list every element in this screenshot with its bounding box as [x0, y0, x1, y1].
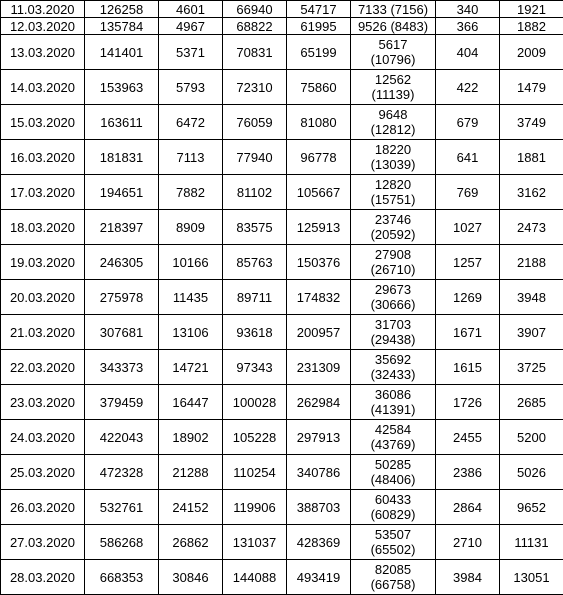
table-row: [1, 175, 563, 210]
value-cell: 404: [436, 35, 500, 70]
value-cell: 75860: [287, 70, 351, 105]
daily-change-value: 7133 (7156): [357, 1, 429, 17]
value-cell: 76059: [223, 105, 287, 140]
value-cell: 6472: [159, 105, 223, 140]
date-cell: 28.03.2020: [1, 560, 85, 595]
table-row: [1, 385, 563, 420]
value-cell: 340786: [287, 455, 351, 490]
value-cell: 2188: [500, 245, 563, 280]
daily-change-reference: (60829): [370, 507, 416, 522]
daily-change-reference: (26710): [370, 262, 416, 277]
date-cell: 23.03.2020: [1, 385, 85, 420]
daily-change-reference: (29438): [370, 332, 416, 347]
value-cell: 141401: [85, 35, 159, 70]
table-row: [1, 560, 563, 595]
value-cell: 26862: [159, 525, 223, 560]
value-cell: 135784: [85, 18, 159, 35]
daily-change-reference: (11139): [371, 87, 415, 102]
daily-change-value: 18220: [374, 142, 412, 157]
value-cell: 105667: [287, 175, 351, 210]
value-cell: 5793: [159, 70, 223, 105]
daily-change-reference: (48406): [370, 472, 416, 487]
value-cell: 13051: [500, 560, 563, 595]
value-cell: 5200: [500, 420, 563, 455]
table-row: [1, 18, 563, 35]
date-cell: 12.03.2020: [1, 18, 85, 35]
daily-change-cell: [351, 385, 436, 420]
value-cell: 83575: [223, 210, 287, 245]
value-cell: 174832: [287, 280, 351, 315]
date-cell: 14.03.2020: [1, 70, 85, 105]
value-cell: 2864: [436, 490, 500, 525]
table-row: [1, 70, 563, 105]
daily-change-value: 9526 (8483): [357, 18, 429, 34]
value-cell: 1269: [436, 280, 500, 315]
value-cell: 5026: [500, 455, 563, 490]
value-cell: 54717: [287, 1, 351, 18]
value-cell: 11131: [500, 525, 563, 560]
value-cell: 3907: [500, 315, 563, 350]
value-cell: 262984: [287, 385, 351, 420]
daily-change-reference: (32433): [370, 367, 416, 382]
value-cell: 200957: [287, 315, 351, 350]
date-cell: 25.03.2020: [1, 455, 85, 490]
daily-change-reference: (13039): [370, 157, 416, 172]
daily-change-reference: (20592): [370, 227, 416, 242]
date-cell: 13.03.2020: [1, 35, 85, 70]
value-cell: 89711: [223, 280, 287, 315]
value-cell: 366: [436, 18, 500, 35]
value-cell: 97343: [223, 350, 287, 385]
daily-change-cell: [351, 175, 436, 210]
daily-change-value: 27908: [374, 247, 412, 262]
daily-change-reference: (41391): [370, 402, 416, 417]
value-cell: 2386: [436, 455, 500, 490]
value-cell: 8909: [159, 210, 223, 245]
table-row: [1, 245, 563, 280]
value-cell: 1479: [500, 70, 563, 105]
value-cell: 3725: [500, 350, 563, 385]
value-cell: 1257: [436, 245, 500, 280]
daily-change-value: 42584: [374, 422, 412, 437]
value-cell: 7113: [159, 140, 223, 175]
daily-change-cell: [351, 35, 436, 70]
value-cell: 668353: [85, 560, 159, 595]
daily-change-reference: (10796): [370, 52, 416, 67]
value-cell: 246305: [85, 245, 159, 280]
value-cell: 2455: [436, 420, 500, 455]
value-cell: 3749: [500, 105, 563, 140]
daily-change-reference: (15751): [370, 192, 416, 207]
table-row: [1, 35, 563, 70]
value-cell: 163611: [85, 105, 159, 140]
value-cell: 379459: [85, 385, 159, 420]
date-cell: 22.03.2020: [1, 350, 85, 385]
daily-change-value: 82085: [374, 562, 412, 577]
value-cell: 77940: [223, 140, 287, 175]
daily-change-reference: (30666): [370, 297, 416, 312]
daily-change-value: 35692: [374, 352, 412, 367]
value-cell: 7882: [159, 175, 223, 210]
value-cell: 297913: [287, 420, 351, 455]
value-cell: 10166: [159, 245, 223, 280]
daily-change-cell: [351, 18, 436, 35]
value-cell: 65199: [287, 35, 351, 70]
value-cell: 131037: [223, 525, 287, 560]
daily-change-value: 29673: [374, 282, 412, 297]
daily-change-reference: (65502): [370, 542, 416, 557]
value-cell: 3948: [500, 280, 563, 315]
daily-change-cell: [351, 70, 436, 105]
daily-change-value: 60433: [374, 492, 412, 507]
value-cell: 9652: [500, 490, 563, 525]
value-cell: 1881: [500, 140, 563, 175]
value-cell: 153963: [85, 70, 159, 105]
value-cell: 3984: [436, 560, 500, 595]
value-cell: 100028: [223, 385, 287, 420]
value-cell: 422: [436, 70, 500, 105]
date-cell: 11.03.2020: [1, 1, 85, 18]
value-cell: 3162: [500, 175, 563, 210]
daily-change-value: 12820: [374, 177, 412, 192]
value-cell: 586268: [85, 525, 159, 560]
table-row: [1, 490, 563, 525]
value-cell: 532761: [85, 490, 159, 525]
daily-change-cell: [351, 315, 436, 350]
daily-change-value: 23746: [374, 212, 412, 227]
value-cell: 1726: [436, 385, 500, 420]
value-cell: 14721: [159, 350, 223, 385]
table-row: [1, 210, 563, 245]
table-row: [1, 280, 563, 315]
value-cell: 93618: [223, 315, 287, 350]
value-cell: 68822: [223, 18, 287, 35]
value-cell: 4967: [159, 18, 223, 35]
daily-change-cell: [351, 1, 436, 18]
value-cell: 307681: [85, 315, 159, 350]
daily-change-cell: [351, 560, 436, 595]
date-cell: 27.03.2020: [1, 525, 85, 560]
daily-change-cell: [351, 350, 436, 385]
value-cell: 5371: [159, 35, 223, 70]
table-body: [1, 1, 563, 595]
daily-change-cell: [351, 105, 436, 140]
table-row: [1, 315, 563, 350]
value-cell: 144088: [223, 560, 287, 595]
value-cell: 1615: [436, 350, 500, 385]
daily-change-reference: (43769): [370, 437, 416, 452]
daily-change-cell: [351, 455, 436, 490]
table-row: [1, 140, 563, 175]
date-cell: 26.03.2020: [1, 490, 85, 525]
value-cell: 150376: [287, 245, 351, 280]
value-cell: 11435: [159, 280, 223, 315]
value-cell: 70831: [223, 35, 287, 70]
value-cell: 2710: [436, 525, 500, 560]
value-cell: 72310: [223, 70, 287, 105]
value-cell: 2685: [500, 385, 563, 420]
date-cell: 16.03.2020: [1, 140, 85, 175]
value-cell: 81080: [287, 105, 351, 140]
value-cell: 340: [436, 1, 500, 18]
value-cell: 181831: [85, 140, 159, 175]
table-row: [1, 420, 563, 455]
value-cell: 388703: [287, 490, 351, 525]
value-cell: 1027: [436, 210, 500, 245]
value-cell: 641: [436, 140, 500, 175]
date-cell: 17.03.2020: [1, 175, 85, 210]
daily-change-cell: [351, 210, 436, 245]
value-cell: 194651: [85, 175, 159, 210]
value-cell: 1921: [500, 1, 563, 18]
value-cell: 769: [436, 175, 500, 210]
daily-change-cell: [351, 490, 436, 525]
value-cell: 231309: [287, 350, 351, 385]
table-row: [1, 350, 563, 385]
value-cell: 422043: [85, 420, 159, 455]
value-cell: 493419: [287, 560, 351, 595]
date-cell: 20.03.2020: [1, 280, 85, 315]
daily-change-cell: [351, 140, 436, 175]
daily-change-cell: [351, 420, 436, 455]
value-cell: 218397: [85, 210, 159, 245]
table-row: [1, 1, 563, 18]
table-row: [1, 455, 563, 490]
daily-change-value: 31703: [374, 317, 412, 332]
daily-change-cell: [351, 245, 436, 280]
value-cell: 30846: [159, 560, 223, 595]
value-cell: 428369: [287, 525, 351, 560]
value-cell: 2473: [500, 210, 563, 245]
value-cell: 13106: [159, 315, 223, 350]
date-cell: 18.03.2020: [1, 210, 85, 245]
daily-change-value: 36086: [374, 387, 412, 402]
daily-change-reference: (12812): [370, 122, 416, 137]
value-cell: 343373: [85, 350, 159, 385]
value-cell: 119906: [223, 490, 287, 525]
value-cell: 125913: [287, 210, 351, 245]
table-row: [1, 105, 563, 140]
daily-change-value: 5617: [378, 37, 408, 52]
date-cell: 24.03.2020: [1, 420, 85, 455]
daily-change-cell: [351, 525, 436, 560]
table-row: [1, 525, 563, 560]
value-cell: 472328: [85, 455, 159, 490]
daily-change-reference: (66758): [370, 577, 416, 592]
value-cell: 275978: [85, 280, 159, 315]
date-cell: 19.03.2020: [1, 245, 85, 280]
value-cell: 16447: [159, 385, 223, 420]
value-cell: 81102: [223, 175, 287, 210]
value-cell: 679: [436, 105, 500, 140]
daily-change-value: 50285: [374, 457, 412, 472]
value-cell: 110254: [223, 455, 287, 490]
value-cell: 24152: [159, 490, 223, 525]
daily-change-value: 9648: [378, 107, 408, 122]
date-cell: 15.03.2020: [1, 105, 85, 140]
value-cell: 1882: [500, 18, 563, 35]
value-cell: 66940: [223, 1, 287, 18]
daily-change-value: 53507: [374, 527, 412, 542]
value-cell: 61995: [287, 18, 351, 35]
daily-change-value: 12562: [374, 72, 412, 87]
value-cell: 1671: [436, 315, 500, 350]
value-cell: 2009: [500, 35, 563, 70]
value-cell: 96778: [287, 140, 351, 175]
value-cell: 126258: [85, 1, 159, 18]
value-cell: 105228: [223, 420, 287, 455]
value-cell: 18902: [159, 420, 223, 455]
value-cell: 21288: [159, 455, 223, 490]
value-cell: 85763: [223, 245, 287, 280]
daily-change-cell: [351, 280, 436, 315]
date-cell: 21.03.2020: [1, 315, 85, 350]
value-cell: 4601: [159, 1, 223, 18]
